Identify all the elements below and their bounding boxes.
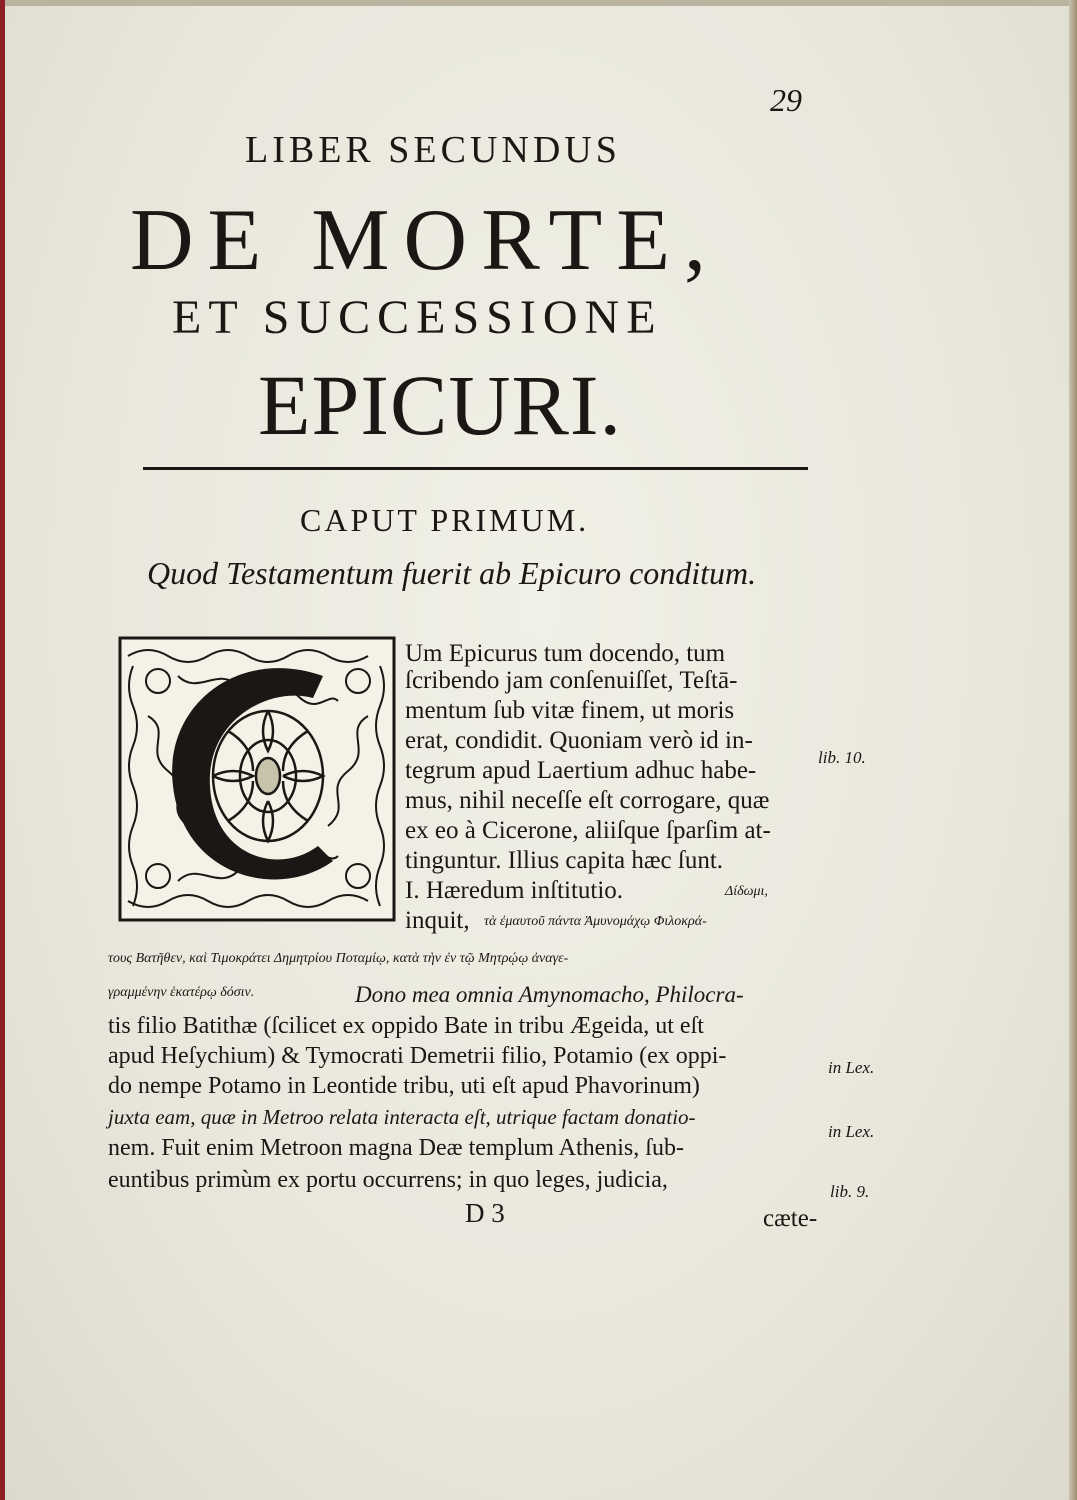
- body-line-9: I. Hæredum inſtitutio.: [405, 877, 624, 904]
- page-edge-left: [0, 0, 5, 1500]
- title-line-1: DE MORTE,: [130, 192, 721, 289]
- latin-line-5: juxta eam, quæ in Metroo relata interacta eſt, utrique factam donatio-: [108, 1105, 696, 1129]
- margin-note-1: lib. 10.: [818, 748, 866, 767]
- margin-note-3: in Lex.: [828, 1122, 875, 1141]
- latin-line-2: tis filio Batithæ (ſcilicet ex oppido Bate in tribu Ægeida, ut eſt: [108, 1013, 704, 1039]
- signature-mark: D 3: [465, 1198, 505, 1228]
- greek-line-1: τὰ ἐμαυτοῦ πάντα Ἀμυνομάχῳ Φιλοκρά-: [484, 914, 707, 929]
- body-line-3: mentum ſub vitæ finem, ut moris: [405, 697, 735, 724]
- body-line-8: tinguntur. Illius capita hæc ſunt.: [405, 847, 724, 874]
- body-line-6: mus, nihil neceſſe eſt corrogare, quæ: [405, 787, 770, 814]
- latin-line-4: do nempe Potamo in Leontide tribu, uti eſt apud Phavorinum): [108, 1073, 700, 1099]
- catchword: cæte-: [763, 1205, 818, 1232]
- greek-line-3: γραμμένην ἑκατέρῳ δόσιν.: [108, 985, 255, 1000]
- greek-didomi: Δίδωμι,: [725, 884, 768, 899]
- greek-line-2: τους Βατῆθεν, καὶ Τιμοκράτει Δημητρίου Ποταμίῳ, κατὰ τὴν ἐν τῷ Μητρῴῳ ἀναγε-: [108, 951, 569, 966]
- body-line-4: erat, condidit. Quoniam verò id in-: [405, 727, 753, 754]
- latin-line-6: nem. Fuit enim Metroon magna Deæ templum Athenis, ſub-: [108, 1135, 684, 1161]
- latin-line-7: euntibus primùm ex portu occurrens; in quo leges, judicia,: [108, 1167, 668, 1193]
- ornamental-initial-icon: [118, 636, 396, 922]
- margin-note-4: lib. 9.: [830, 1182, 870, 1201]
- chapter-heading: CAPUT PRIMUM.: [300, 502, 590, 538]
- latin-line-3: apud Heſychium) & Tymocrati Demetrii filio, Potamio (ex oppi-: [108, 1043, 727, 1069]
- body-line-10: inquit,: [405, 907, 470, 934]
- title-line-3: EPICURI.: [258, 357, 622, 453]
- body-line-7: ex eo à Cicerone, aliiſque ſparſim at-: [405, 817, 771, 844]
- page-edge-right: [1069, 0, 1077, 1500]
- latin-line-1: Dono mea omnia Amynomacho, Philocra-: [355, 982, 744, 1007]
- title-rule: [143, 467, 808, 470]
- page-edge-top: [0, 0, 1077, 6]
- body-line-5: tegrum apud Laertium adhuc habe-: [405, 757, 757, 784]
- liber-heading: LIBER SECUNDUS: [245, 129, 621, 171]
- title-line-2: ET SUCCESSIONE: [172, 291, 663, 344]
- body-line-1: Um Epicurus tum docendo, tum: [405, 640, 726, 667]
- page-number: 29: [770, 82, 802, 118]
- chapter-subtitle: Quod Testamentum fuerit ab Epicuro conditum.: [147, 555, 757, 591]
- body-line-2: ſcribendo jam conſenuiſſet, Teſtā-: [405, 667, 738, 694]
- margin-note-2: in Lex.: [828, 1058, 875, 1077]
